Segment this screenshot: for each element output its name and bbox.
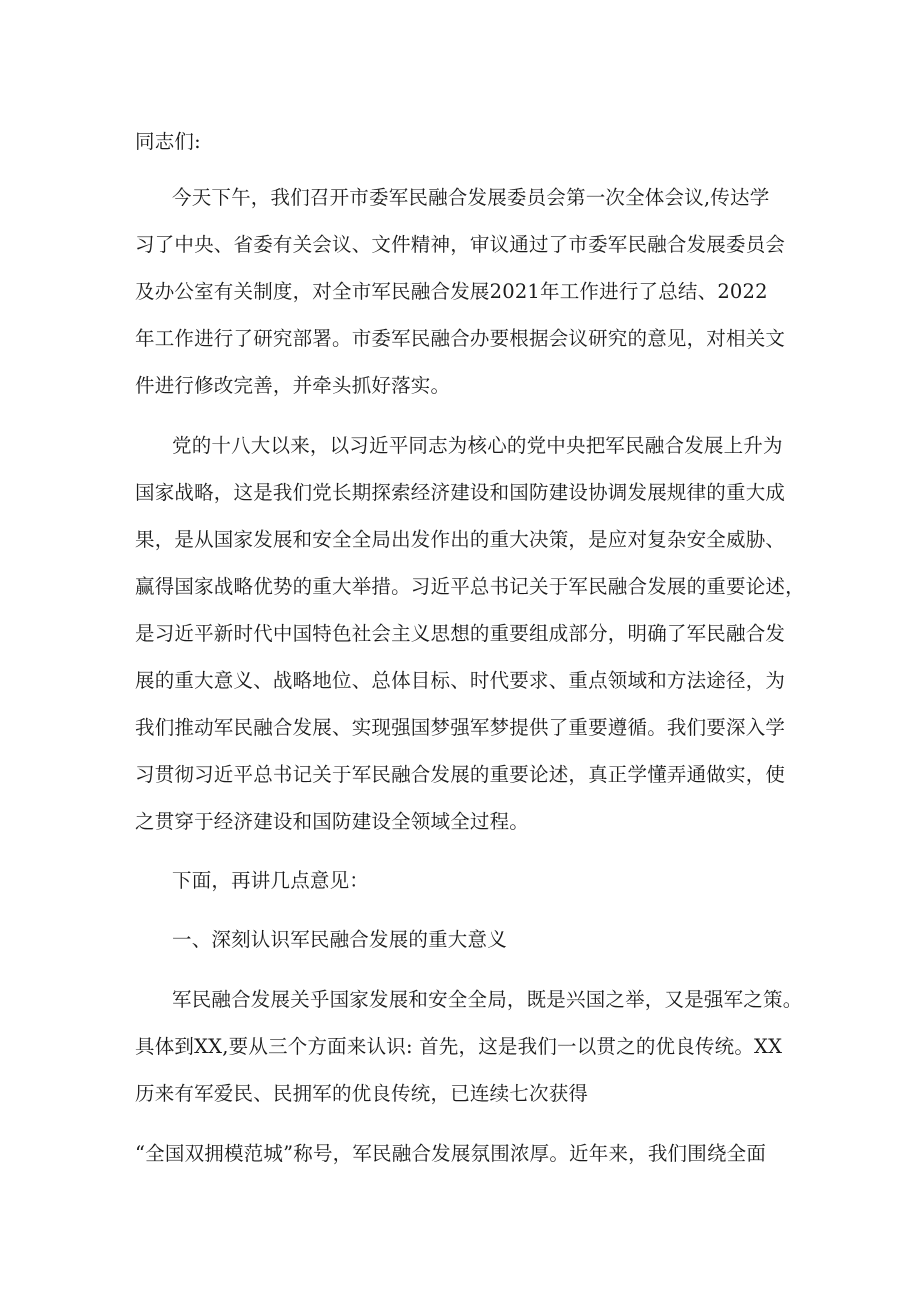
paragraph-1-line-4: 年工作进行了研究部署。市委军民融合办要根据会议研究的意见，对相关文 — [135, 327, 786, 350]
paragraph-1-line-3: 及办公室有关制度，对全市军民融合发展2021年工作进行了总结、2022 — [135, 280, 768, 303]
paragraph-2-line-1: 党的十八大以来，以习近平同志为核心的党中央把军民融合发展上升为 — [172, 434, 783, 457]
paragraph-4-line-1: 军民融合发展关乎国家发展和安全全局，既是兴国之举，又是强军之策。 — [172, 988, 803, 1011]
paragraph-2-line-2: 国家战略，这是我们党长期探索经济建设和国防建设协调发展规律的重大成 — [135, 481, 786, 504]
paragraph-2-line-9: 之贯穿于经济建设和国防建设全领域全过程。 — [135, 810, 530, 833]
paragraph-2-line-3: 果，是从国家发展和安全全局出发作出的重大决策，是应对复杂安全威胁、 — [135, 528, 786, 551]
paragraph-4-line-2: 具体到XX,要从三个方面来认识: 首先，这是我们一以贯之的优良传统。XX — [135, 1035, 783, 1058]
paragraph-2-line-7: 我们推动军民融合发展、实现强国梦强军梦提供了重要遵循。我们要深入学 — [135, 716, 786, 739]
paragraph-4-line-3: 历来有军爱民、民拥军的优良传统，已连续七次获得 — [135, 1082, 589, 1105]
paragraph-3-line-1: 下面，再讲几点意见： — [172, 869, 370, 892]
paragraph-2-line-8: 习贯彻习近平总书记关于军民融合发展的重要论述，真正学懂弄通做实，使 — [135, 763, 786, 786]
paragraph-2-line-6: 展的重大意义、战略地位、总体目标、时代要求、重点领域和方法途径，为 — [135, 669, 786, 692]
paragraph-1-line-2: 习了中央、省委有关会议、文件精神，审议通过了市委军民融合发展委员会 — [135, 233, 786, 256]
paragraph-2-line-5: 是习近平新时代中国特色社会主义思想的重要组成部分，明确了军民融合发 — [135, 622, 786, 645]
section-heading-1: 一、深刻认识军民融合发展的重大意义 — [172, 928, 507, 951]
paragraph-1-line-1: 今天下午，我们召开市委军民融合发展委员会第一次全体会议,传达学 — [172, 186, 770, 209]
paragraph-5-line-1: “全国双拥模范城”称号，军民融合发展氛围浓厚。近年来，我们围绕全面 — [135, 1142, 767, 1165]
paragraph-2-line-4: 赢得国家战略优势的重大举措。习近平总书记关于军民融合发展的重要论述， — [135, 575, 805, 598]
paragraph-1-line-5: 件进行修改完善，并牵头抓好落实。 — [135, 374, 451, 397]
salutation: 同志们: — [135, 130, 201, 153]
